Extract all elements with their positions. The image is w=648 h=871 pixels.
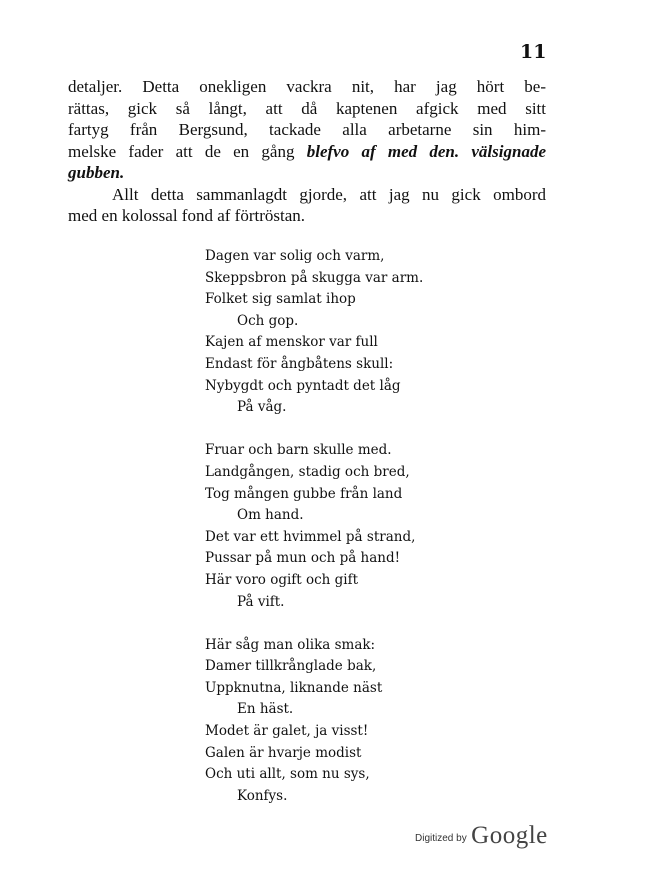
prose-line [68,76,546,98]
poem-verse: Skeppsbron på skugga var arm. [205,269,424,286]
poem-verse: Och gop. [237,312,299,329]
poem-verse: Endast för ångbåtens skull: [205,355,394,372]
poem-verse: På våg. [237,399,287,416]
poem-verse: Galen är hvarje modist [205,744,362,761]
poem-verse: Tog mången gubbe från land [205,485,403,502]
poem-stanza [205,246,423,419]
text-run: rättas, gick så långt, att då kaptenen afgick med sitt [68,98,546,118]
poem-verse: Landgången, stadig och bred, [205,463,410,480]
text-run: detaljer. Detta onekligen vackra nit, har jag hört be- [68,77,546,96]
poem-verse: Här såg man olika smak: [205,636,376,653]
poem-verse: Fruar och barn skulle med. [205,442,392,459]
prose-line [68,205,546,227]
page-number: 11 [520,41,547,63]
poem-verse: Och uti allt, som nu sys, [205,766,370,783]
poem-verse: På vift. [237,593,285,610]
digitized-label: Digitized by [415,833,467,844]
poem-verse: Modet är galet, ja visst! [205,723,369,740]
digitized-by-watermark [415,822,548,850]
poem-verse: Här voro ogift och gift [205,571,359,588]
italic-phrase: blefvo af med den. välsignade [306,141,546,161]
google-logo: Google [471,822,548,849]
prose-line [68,119,546,141]
prose-paragraphs [68,76,546,227]
text-run: fartyg från Bergsund, tackade alla arbetarne sin him- [68,120,546,139]
poem-stanza [205,440,423,613]
poem-verse: Damer tillkrånglade bak, [205,658,377,675]
poem-verse: Kajen af menskor var full [205,334,378,351]
text-run: med en kolossal fond af förtröstan. [68,206,305,225]
poem-verse: Om hand. [237,507,304,524]
italic-phrase: gubben. [68,163,125,182]
poem-verse: Det var ett hvimmel på strand, [205,528,416,545]
prose-line [68,98,546,120]
prose-line [68,141,546,163]
poem-verse: Folket sig samlat ihop [205,291,356,308]
poem-verse: Uppknutna, liknande näst [205,679,383,696]
poem [205,246,423,829]
poem-verse: Konfys. [237,787,288,804]
prose-line [68,162,546,184]
text-run: melske fader att de en gång [68,141,307,161]
prose-line [68,184,546,206]
text-run: Allt detta sammanlagdt gjorde, att jag nu gick ombord [112,184,546,204]
poem-stanza [205,635,423,808]
poem-verse: En häst. [237,701,294,718]
poem-verse: Nybygdt och pyntadt det låg [205,377,401,394]
poem-verse: Pussar på mun och på hand! [205,550,401,567]
poem-verse: Dagen var solig och varm, [205,248,385,264]
